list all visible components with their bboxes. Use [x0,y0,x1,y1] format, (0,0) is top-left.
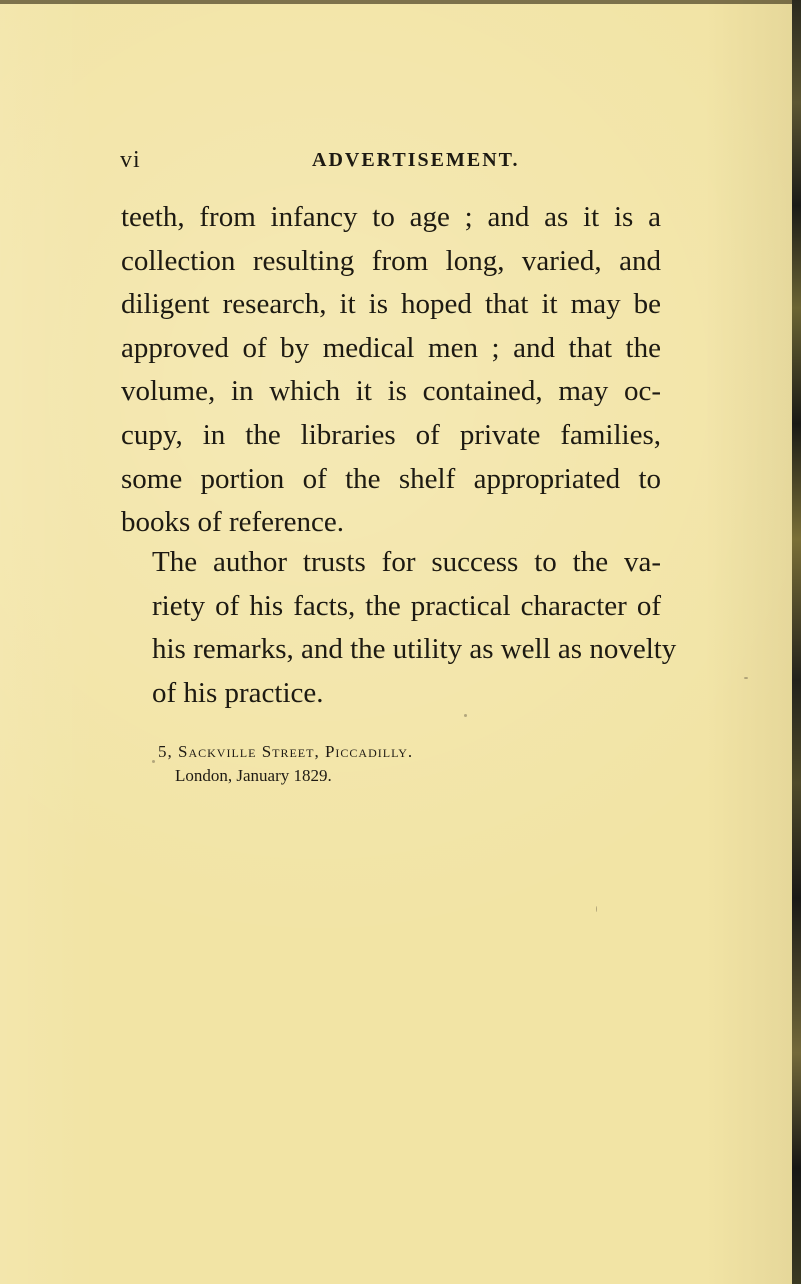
paper-speck [596,906,597,912]
paragraph-1-line-5: volume, in which it is contained, may oc- [121,375,661,408]
paper-speck [152,760,155,763]
address-line: 5, Sackville Street, Piccadilly. [158,742,414,761]
page-number: vi [120,147,141,173]
paragraph-2-line-3: his remarks, and the utility as well as novelty [152,633,677,666]
paragraph-1-line-7: some portion of the shelf appropriated to [121,462,661,495]
paragraph-1-line-1: teeth, from infancy to age ; and as it is a [121,201,661,233]
paragraph-2-line-2: riety of his facts, the practical character of [152,589,661,622]
paragraph-1-line-6: cupy, in the libraries of private families, [121,418,661,451]
paragraph-2 [121,541,677,715]
paragraph-1-line-3: diligent research, it is hoped that it may be [121,288,661,321]
page-right-edge [792,0,801,1284]
paragraph-1 [121,196,661,545]
running-head: ADVERTISEMENT. [312,149,520,171]
paragraph-1-line-8: books of reference. [121,506,345,539]
paragraph-1-line-2: collection resulting from long, varied, and [121,244,661,277]
page-top-edge [0,0,801,4]
date-line: London, January 1829. [175,766,332,785]
paper-speck [744,677,748,679]
paragraph-2-line-1: The author trusts for success to the va- [152,546,661,578]
paper-speck [464,714,467,717]
paragraph-2-line-4: of his practice. [152,676,324,709]
paragraph-1-line-4: approved of by medical men ; and that the [121,331,661,364]
page-header [120,148,680,178]
